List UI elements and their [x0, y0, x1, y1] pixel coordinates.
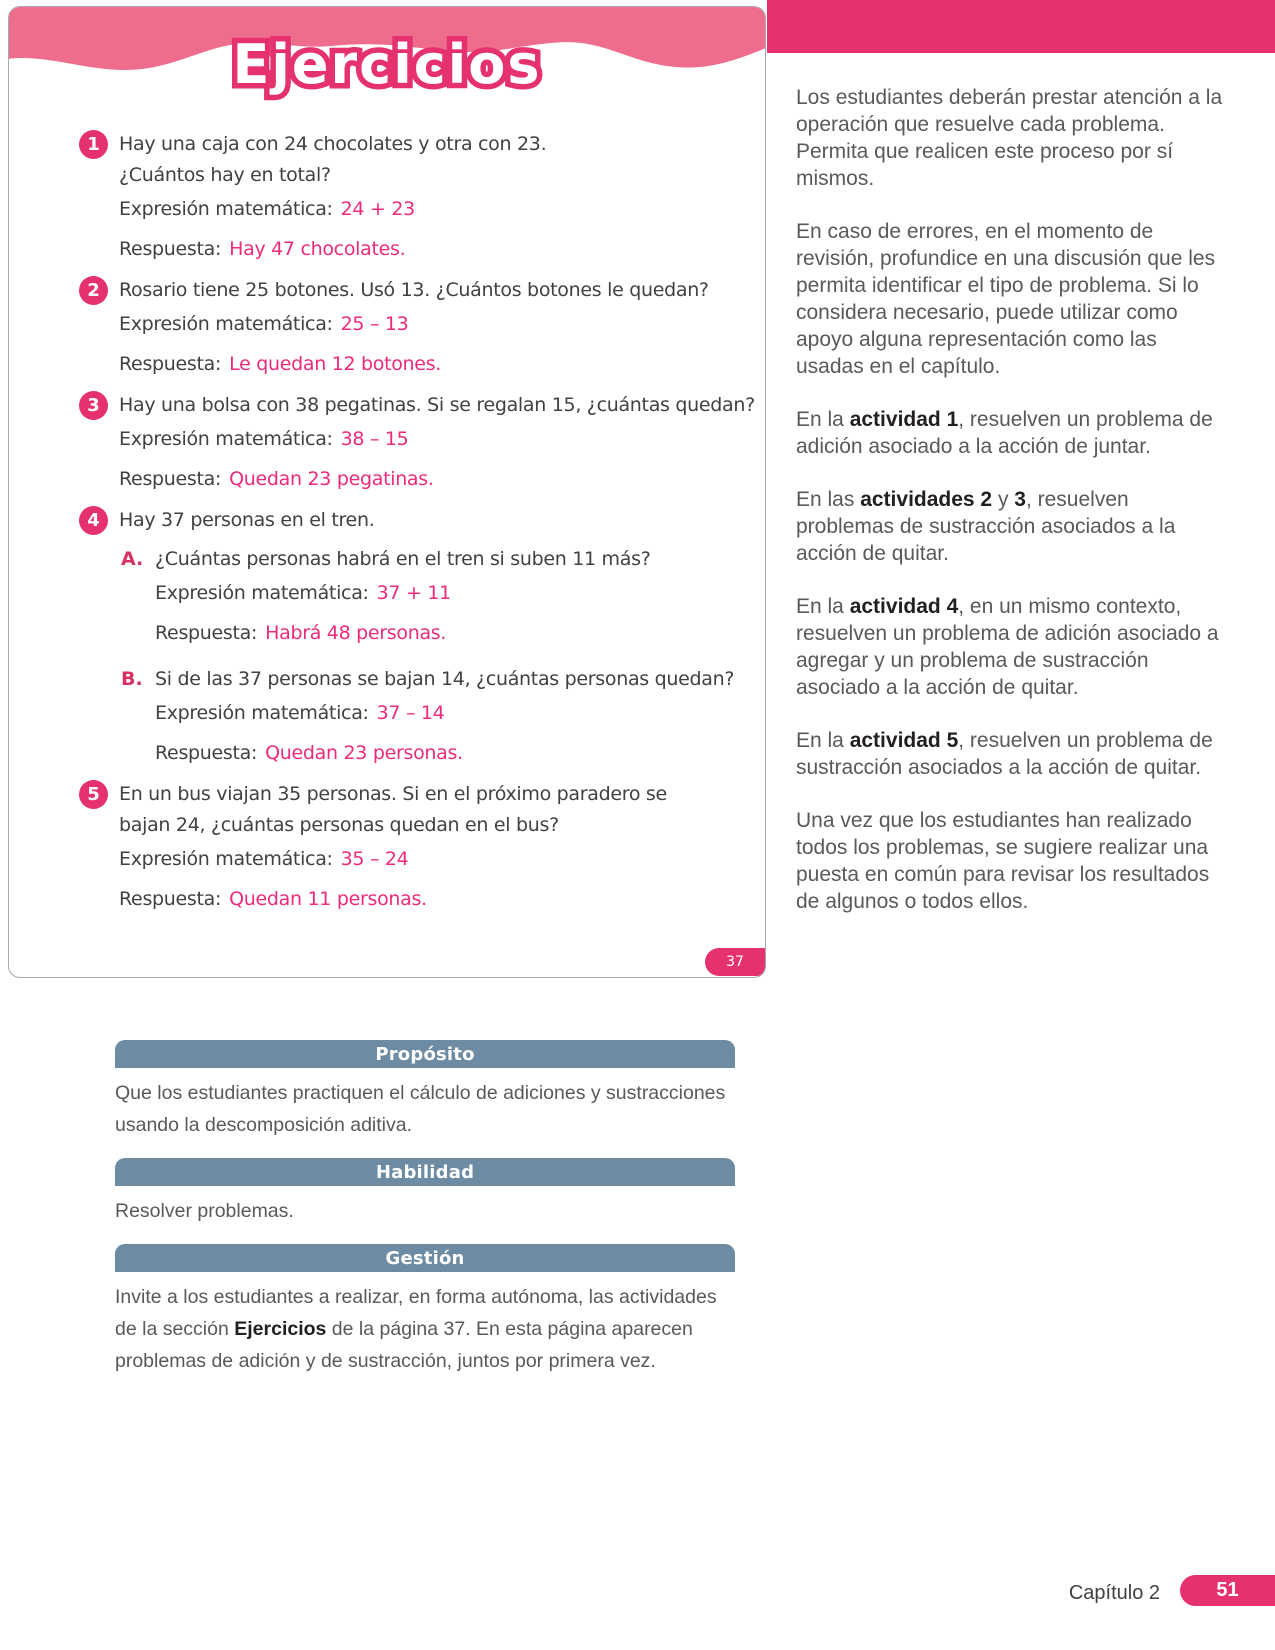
- question-line: En un bus viajan 35 personas. Si en el próximo paradero se: [119, 783, 667, 805]
- note-paragraph: Una vez que los estudiantes han realizado todos los problemas, se sugiere realizar una puesta en común para revisar los resultados de algunos o todos ellos.: [796, 809, 1210, 913]
- subitem-letter: B.: [121, 668, 143, 690]
- expression-value: 35 – 24: [340, 848, 409, 870]
- note-paragraph: En las actividades 2 y 3, resuelven problemas de sustracción asociados a la acción de quitar.: [796, 488, 1176, 565]
- exercises-card: [8, 6, 766, 978]
- note-paragraph: Los estudiantes deberán prestar atención a la operación que resuelve cada problema. Permita que realicen este proceso por sí mismos.: [796, 86, 1223, 190]
- ejercicios-section-title: Ejercicios: [232, 33, 542, 96]
- answer-label: Respuesta:: [119, 353, 222, 375]
- exercise-number-badge: 3: [79, 391, 108, 420]
- answer-label: Respuesta:: [155, 622, 258, 644]
- exercise-4: [79, 505, 747, 768]
- answer-label: Respuesta:: [119, 238, 222, 260]
- student-book-page-tab: 37: [705, 948, 765, 976]
- answer-value: Quedan 23 personas.: [265, 742, 463, 764]
- exercise-5: [79, 779, 747, 914]
- expression-row: [119, 845, 747, 874]
- expression-label: Expresión matemática:: [119, 848, 333, 870]
- exercise-3: [79, 390, 755, 494]
- exercise-list: [9, 129, 765, 925]
- answer-row: [155, 619, 747, 648]
- note-paragraph: En la actividad 1, resuelven un problema de adición asociado a la acción de juntar.: [796, 408, 1213, 458]
- subitem-letter: A.: [121, 548, 144, 570]
- note-paragraph: En la actividad 4, en un mismo contexto, resuelven un problema de adición asociado a agregar y un problema de sustracción asociado a la acción de quitar.: [796, 595, 1219, 699]
- answer-value: Le quedan 12 botones.: [229, 353, 442, 375]
- expression-row: [155, 699, 747, 728]
- lesson-info-sections: [115, 1040, 735, 1394]
- expression-row: [119, 310, 747, 339]
- question-line: ¿Cuántas personas habrá en el tren si suben 11 más?: [155, 548, 651, 570]
- question-line: Hay una caja con 24 chocolates y otra con 23.: [119, 133, 547, 155]
- exercise-number-badge: 5: [79, 780, 108, 809]
- question-line: bajan 24, ¿cuántas personas quedan en el bus?: [119, 814, 559, 836]
- section-gestion: [115, 1244, 735, 1377]
- expression-label: Expresión matemática:: [155, 582, 369, 604]
- question-line: ¿Cuántos hay en total?: [119, 164, 331, 186]
- top-right-accent-bar: [767, 0, 1275, 53]
- answer-row: [119, 885, 747, 914]
- expression-label: Expresión matemática:: [155, 702, 369, 724]
- section-heading-habilidad: Habilidad: [115, 1158, 735, 1186]
- answer-value: Habrá 48 personas.: [265, 622, 447, 644]
- exercise-4-subitem-a: [119, 544, 747, 648]
- expression-row: [119, 425, 747, 454]
- answer-value: Hay 47 chocolates.: [229, 238, 406, 260]
- note-paragraph: En la actividad 5, resuelven un problema de sustracción asociados a la acción de quitar.: [796, 729, 1213, 779]
- section-heading-proposito: Propósito: [115, 1040, 735, 1068]
- expression-row: [155, 579, 747, 608]
- note-paragraph: En caso de errores, en el momento de revisión, profundice en una discusión que les permita identificar el tipo de problema. Si lo considera necesario, puede utilizar como apoyo alguna representación como las usadas en el capítulo.: [796, 220, 1216, 378]
- section-proposito: [115, 1040, 735, 1141]
- exercise-4-subitem-b: [119, 664, 747, 768]
- section-body-proposito: Que los estudiantes practiquen el cálculo de adiciones y sustracciones usando la descomposición aditiva.: [115, 1082, 726, 1136]
- question-line: Si de las 37 personas se bajan 14, ¿cuántas personas quedan?: [155, 668, 735, 690]
- section-heading-gestion: Gestión: [115, 1244, 735, 1272]
- expression-label: Expresión matemática:: [119, 313, 333, 335]
- answer-value: Quedan 23 pegatinas.: [229, 468, 434, 490]
- section-body-habilidad: Resolver problemas.: [115, 1200, 294, 1222]
- chapter-label: Capítulo 2: [1068, 1582, 1160, 1604]
- question-line: Rosario tiene 25 botones. Usó 13. ¿Cuántos botones le quedan?: [119, 279, 709, 301]
- answer-row: [119, 235, 747, 264]
- answer-row: [155, 739, 747, 768]
- page-number-pill: 51: [1180, 1575, 1275, 1606]
- exercise-1: [79, 129, 747, 264]
- expression-row: [119, 195, 747, 224]
- exercise-number-badge: 1: [79, 130, 108, 159]
- section-body-gestion: Invite a los estudiantes a realizar, en forma autónoma, las actividades de la sección Ejercicios de la página 37. En esta página aparecen problemas de adición y de sustracción, juntos por primera vez.: [115, 1286, 717, 1372]
- answer-label: Respuesta:: [155, 742, 258, 764]
- exercise-number-badge: 2: [79, 276, 108, 305]
- answer-label: Respuesta:: [119, 468, 222, 490]
- expression-value: 38 – 15: [340, 428, 409, 450]
- answer-label: Respuesta:: [119, 888, 222, 910]
- exercise-number-badge: 4: [79, 506, 108, 535]
- expression-value: 37 + 11: [376, 582, 451, 604]
- answer-row: [119, 465, 747, 494]
- expression-label: Expresión matemática:: [119, 198, 333, 220]
- expression-value: 24 + 23: [340, 198, 415, 220]
- expression-value: 25 – 13: [340, 313, 409, 335]
- question-line: Hay 37 personas en el tren.: [119, 509, 375, 531]
- exercise-2: [79, 275, 747, 379]
- section-habilidad: [115, 1158, 735, 1227]
- answer-row: [119, 350, 747, 379]
- question-line: Hay una bolsa con 38 pegatinas. Si se regalan 15, ¿cuántas quedan?: [119, 394, 755, 416]
- answer-value: Quedan 11 personas.: [229, 888, 427, 910]
- teacher-notes-column: [796, 84, 1226, 941]
- expression-value: 37 – 14: [376, 702, 445, 724]
- expression-label: Expresión matemática:: [119, 428, 333, 450]
